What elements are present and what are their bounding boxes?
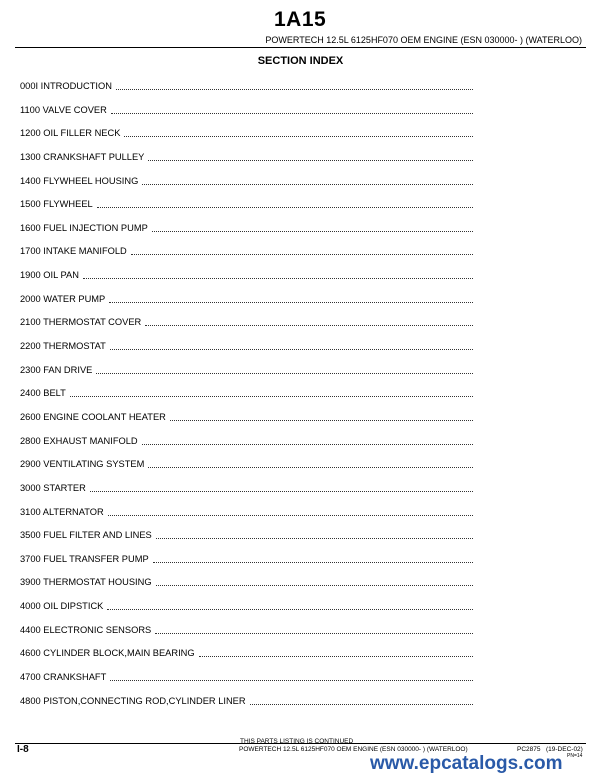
continued-notice: THIS PARTS LISTING IS CONTINUED	[240, 738, 354, 745]
index-item-label: 1900 OIL PAN	[20, 270, 79, 281]
index-item-label: 4700 CRANKSHAFT	[20, 672, 107, 683]
dot-leader	[250, 694, 473, 705]
section-title: SECTION INDEX	[257, 55, 344, 67]
index-item-label: 4400 ELECTRONIC SENSORS	[20, 624, 152, 635]
footer-date: (19-DEC-02)	[546, 746, 583, 753]
index-item-label: 1600 FUEL INJECTION PUMP	[20, 222, 148, 233]
dot-leader	[111, 103, 473, 114]
index-item[interactable]	[20, 315, 475, 339]
dot-leader	[97, 197, 473, 208]
dot-leader	[148, 457, 473, 468]
watermark-link[interactable]: www.epcatalogs.com	[370, 753, 563, 774]
dot-leader	[152, 221, 473, 232]
index-item-label: 4000 OIL DIPSTICK	[20, 601, 104, 612]
index-item[interactable]	[20, 505, 475, 529]
index-item[interactable]	[20, 646, 475, 670]
index-item-label: 2100 THERMOSTAT COVER	[20, 317, 142, 328]
index-item-label: 1200 OIL FILLER NECK	[20, 128, 121, 139]
index-item-label: 1700 INTAKE MANIFOLD	[20, 246, 127, 257]
index-item-label: 3100 ALTERNATOR	[20, 506, 104, 517]
footer-pc-code: PC2875	[517, 746, 541, 753]
footer-engine-title: POWERTECH 12.5L 6125HF070 OEM ENGINE (ESN 030000- ) (WATERLOO)	[239, 746, 468, 753]
index-item[interactable]	[20, 694, 475, 718]
index-item[interactable]	[20, 386, 475, 410]
index-item-label: 3900 THERMOSTAT HOUSING	[20, 577, 152, 588]
index-item[interactable]	[20, 79, 475, 103]
dot-leader	[153, 552, 473, 563]
index-item-label: 2200 THERMOSTAT	[20, 341, 106, 352]
index-item[interactable]	[20, 244, 475, 268]
index-item-label: 1500 FLYWHEEL	[20, 199, 93, 210]
index-item[interactable]	[20, 339, 475, 363]
index-item[interactable]	[20, 575, 475, 599]
dot-leader	[109, 292, 473, 303]
index-item[interactable]	[20, 434, 475, 458]
page-code: 1A15	[274, 8, 327, 31]
index-item[interactable]	[20, 457, 475, 481]
index-item-label: 4800 PISTON,CONNECTING ROD,CYLINDER LINER	[20, 695, 246, 706]
index-item[interactable]	[20, 268, 475, 292]
index-item[interactable]	[20, 150, 475, 174]
dot-leader	[142, 174, 473, 185]
dot-leader	[199, 646, 473, 657]
header-subtitle: POWERTECH 12.5L 6125HF070 OEM ENGINE (ESN 030000- ) (WATERLOO)	[265, 35, 582, 45]
index-item-label: 2600 ENGINE COOLANT HEATER	[20, 411, 166, 422]
index-item[interactable]	[20, 174, 475, 198]
dot-leader	[131, 244, 473, 255]
dot-leader	[124, 126, 473, 137]
index-item-label: 1300 CRANKSHAFT PULLEY	[20, 151, 145, 162]
index-item[interactable]	[20, 410, 475, 434]
dot-leader	[116, 79, 473, 90]
dot-leader	[155, 623, 473, 634]
index-item-label: 2400 BELT	[20, 388, 66, 399]
index-item[interactable]	[20, 103, 475, 127]
index-item-label: 3000 STARTER	[20, 482, 86, 493]
dot-leader	[107, 599, 473, 610]
index-item[interactable]	[20, 221, 475, 245]
dot-leader	[108, 505, 473, 516]
index-item[interactable]	[20, 126, 475, 150]
page-number: I-8	[17, 744, 29, 755]
footer-pn: PN=14	[567, 753, 583, 759]
header-divider	[15, 47, 586, 48]
index-item[interactable]	[20, 481, 475, 505]
footer-divider	[15, 743, 586, 744]
index-item[interactable]	[20, 528, 475, 552]
index-item-label: 1100 VALVE COVER	[20, 104, 107, 115]
index-item-label: 2800 EXHAUST MANIFOLD	[20, 435, 138, 446]
index-item-label: 1400 FLYWHEEL HOUSING	[20, 175, 139, 186]
dot-leader	[110, 670, 473, 681]
dot-leader	[70, 386, 473, 397]
dot-leader	[145, 315, 473, 326]
index-item-label: 2300 FAN DRIVE	[20, 364, 93, 375]
dot-leader	[96, 363, 473, 374]
dot-leader	[83, 268, 473, 279]
index-item-label: 4600 CYLINDER BLOCK,MAIN BEARING	[20, 648, 195, 659]
dot-leader	[170, 410, 473, 421]
dot-leader	[142, 434, 473, 445]
index-item-label: 2000 WATER PUMP	[20, 293, 106, 304]
dot-leader	[148, 150, 473, 161]
dot-leader	[156, 528, 473, 539]
index-item[interactable]	[20, 292, 475, 316]
index-item[interactable]	[20, 599, 475, 623]
section-index-list	[20, 79, 475, 717]
dot-leader	[110, 339, 473, 350]
index-item[interactable]	[20, 552, 475, 576]
index-item-label: 2900 VENTILATING SYSTEM	[20, 459, 145, 470]
index-item-label: 3500 FUEL FILTER AND LINES	[20, 530, 152, 541]
index-item[interactable]	[20, 670, 475, 694]
index-item-label: 3700 FUEL TRANSFER PUMP	[20, 553, 149, 564]
index-item[interactable]	[20, 197, 475, 221]
index-item[interactable]	[20, 363, 475, 387]
dot-leader	[156, 575, 473, 586]
index-item-label: 000I INTRODUCTION	[20, 81, 112, 91]
index-item[interactable]	[20, 623, 475, 647]
dot-leader	[90, 481, 473, 492]
